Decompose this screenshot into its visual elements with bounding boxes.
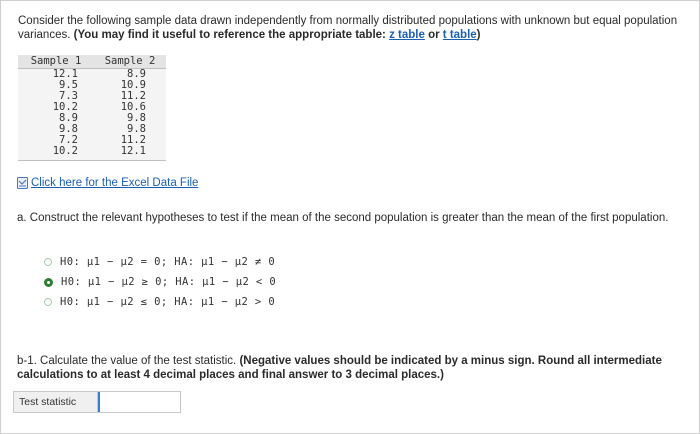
option-text: H0: μ1 − μ2 ≥ 0; HA: μ1 − μ2 < 0 <box>61 276 277 288</box>
cell-sample-2: 10.6 <box>94 102 166 113</box>
cell-sample-2: 9.8 <box>94 113 166 124</box>
header-sample-2: Sample 2 <box>94 55 166 69</box>
radio-button[interactable] <box>44 298 52 306</box>
radio-button[interactable] <box>44 258 52 266</box>
cell-sample-1: 12.1 <box>18 69 94 81</box>
cell-sample-2: 10.9 <box>94 80 166 91</box>
hypothesis-options <box>44 252 276 312</box>
option-text: H0: μ1 − μ2 = 0; HA: μ1 − μ2 ≠ 0 <box>60 256 276 268</box>
option-text: H0: μ1 − μ2 ≤ 0; HA: μ1 − μ2 > 0 <box>60 296 276 308</box>
file-icon <box>17 177 28 189</box>
intro-text <box>18 14 688 42</box>
test-statistic-label: Test statistic <box>14 392 98 412</box>
cell-sample-1: 7.3 <box>18 91 94 102</box>
excel-link-label: Click here for the Excel Data File <box>31 177 199 189</box>
cell-sample-1: 7.2 <box>18 135 94 146</box>
z-table-link[interactable]: z table <box>389 29 425 41</box>
t-table-link[interactable]: t table <box>442 29 477 41</box>
sample-data-table <box>18 55 166 161</box>
hypothesis-option-2[interactable] <box>44 272 276 292</box>
question-b1-prefix: b-1. Calculate the value of the test statistic. <box>17 355 237 367</box>
header-sample-1: Sample 1 <box>18 55 94 69</box>
hypothesis-option-1[interactable] <box>44 252 276 272</box>
test-statistic-row <box>13 391 181 413</box>
cell-sample-2: 12.1 <box>94 146 166 161</box>
question-b1-text <box>17 354 687 382</box>
test-statistic-input[interactable] <box>98 392 180 412</box>
excel-data-link[interactable] <box>17 177 198 189</box>
intro-sentence: Consider the following sample data drawn independently from normally distributed populations with unknown but equal population variances. <box>18 15 678 41</box>
cell-sample-2: 8.9 <box>94 69 166 81</box>
radio-button-selected[interactable] <box>44 278 53 287</box>
hypothesis-option-3[interactable] <box>44 292 276 312</box>
table-header-row <box>18 55 166 69</box>
question-b1-instructions: (Negative values should be indicated by a minus sign. Round all intermediate calculations to at least 4 decimal places and final answer to 3 decimal places.) <box>17 355 662 381</box>
intro-table-hint: (You may find it useful to reference the appropriate table: z table or t table) <box>73 29 481 41</box>
question-a-text: a. Construct the relevant hypotheses to test if the mean of the second population is greater than the mean of the first population. <box>17 212 669 224</box>
cell-sample-1: 10.2 <box>18 102 94 113</box>
cell-sample-1: 9.5 <box>18 80 94 91</box>
table-row <box>18 146 166 161</box>
cell-sample-1: 9.8 <box>18 124 94 135</box>
cell-sample-1: 10.2 <box>18 146 94 161</box>
cell-sample-2: 9.8 <box>94 124 166 135</box>
cell-sample-2: 11.2 <box>94 135 166 146</box>
cell-sample-1: 8.9 <box>18 113 94 124</box>
cell-sample-2: 11.2 <box>94 91 166 102</box>
